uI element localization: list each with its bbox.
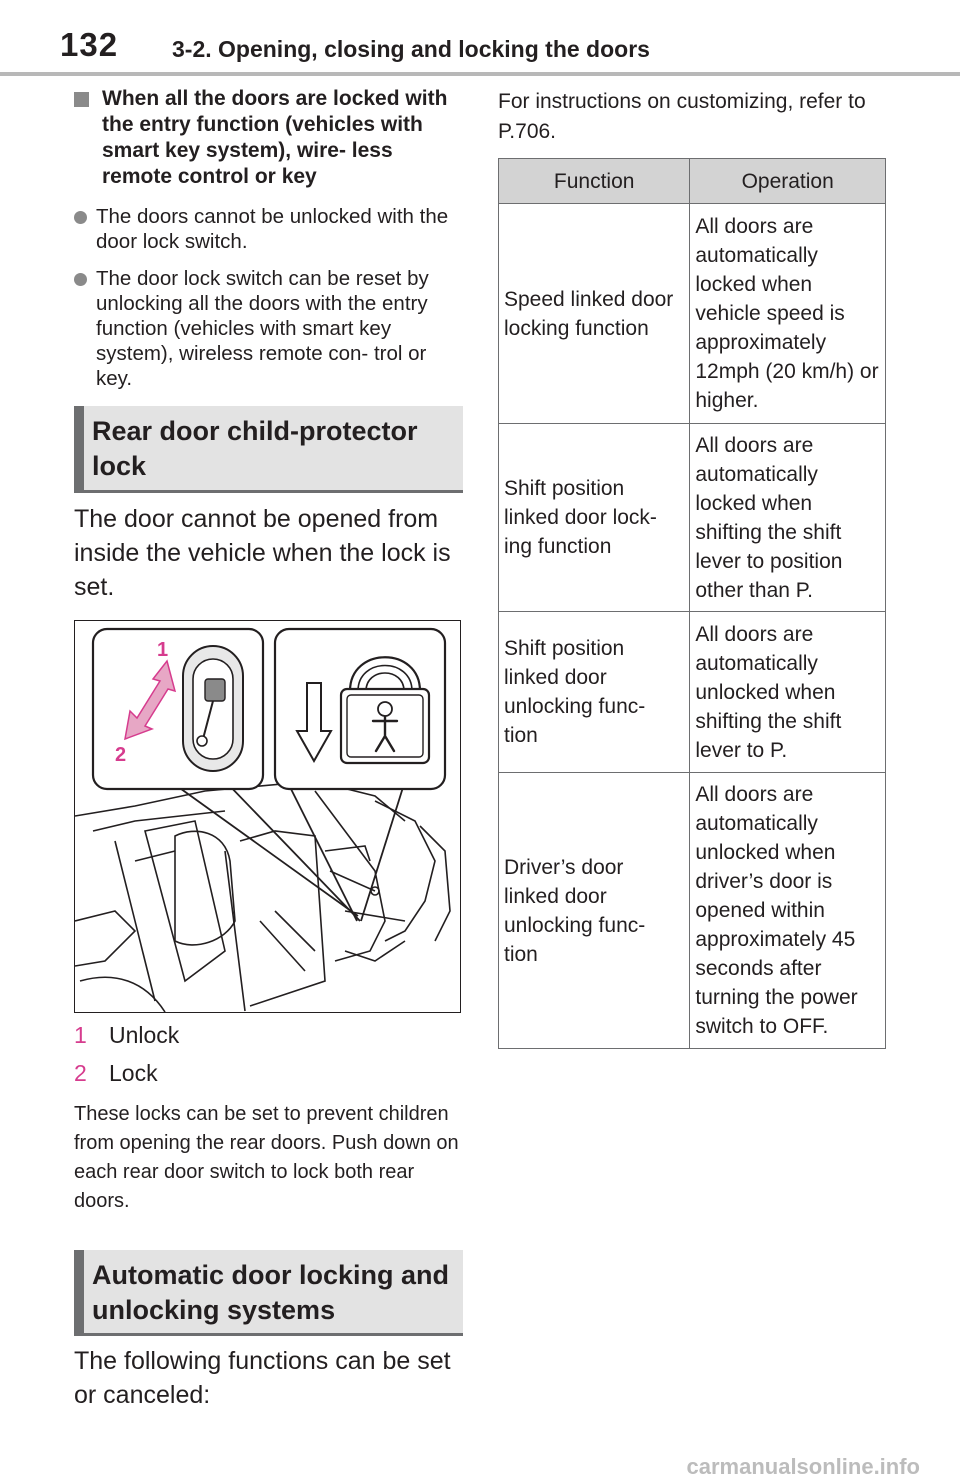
operation-cell: All doors are automatically unlocked when driver’s door is opened within approximately 45 seconds after turning the power switch to OFF. (690, 773, 886, 1049)
square-bullet-icon (74, 92, 89, 107)
function-cell: Shift position linked door lock- ing function (499, 424, 690, 612)
table-row (499, 424, 886, 612)
page-header (0, 0, 960, 78)
legend-number: 2 (74, 1060, 87, 1086)
figure-legend (74, 1016, 179, 1092)
note-heading (74, 86, 464, 190)
legend-item (74, 1016, 179, 1054)
table-header-row (499, 159, 886, 204)
note-bullets (74, 204, 464, 391)
circle-bullet-icon (74, 211, 87, 224)
section-heading-text: Automatic door locking and unlocking systems (92, 1260, 450, 1325)
list-item (74, 266, 464, 391)
customizing-reference: For instructions on customizing, refer to P.706. (498, 90, 866, 143)
legend-text: Unlock (109, 1022, 180, 1048)
operation-cell: All doors are automatically unlocked when shifting the shift lever to P. (690, 612, 886, 773)
section-heading-child-lock (74, 406, 463, 493)
operation-cell: All doors are automatically locked when vehicle speed is approximately 12mph (20 km/h) or higher. (690, 204, 886, 424)
table-row (499, 204, 886, 424)
legend-text: Lock (109, 1060, 158, 1086)
figure-label-2: 2 (115, 744, 127, 766)
legend-number: 1 (74, 1022, 87, 1048)
section-title: 3-2. Opening, closing and locking the doors (172, 36, 650, 62)
child-lock-icon (341, 657, 429, 763)
column-header-operation: Operation (690, 159, 886, 204)
function-cell: Speed linked door locking function (499, 204, 690, 424)
header-rule (0, 72, 960, 76)
child-lock-description: These locks can be set to prevent children from opening the rear doors. Push down on each rear door switch to lock both rear doors. (74, 1103, 459, 1212)
child-lock-intro: The door cannot be opened from inside the vehicle when the lock is set. (74, 505, 451, 601)
function-table (498, 158, 886, 1049)
watermark: carmanualsonline.info (686, 1454, 920, 1479)
table-row (499, 612, 886, 773)
legend-item (74, 1054, 179, 1092)
bullet-text: The doors cannot be unlocked with the door lock switch. (96, 205, 449, 253)
circle-bullet-icon (74, 273, 87, 286)
function-cell: Driver’s door linked door unlocking func- tion (499, 773, 690, 1049)
auto-lock-intro: The following functions can be set or canceled: (74, 1347, 451, 1409)
bullet-text: The door lock switch can be reset by unlocking all the doors with the entry function (vehicles with smart key system), wireless remote con- trol or key. (96, 267, 429, 390)
section-heading-text: Rear door child-protector lock (92, 416, 418, 481)
note-heading-text: When all the doors are locked with the entry function (vehicles with smart key system), wire- less remote control or key (102, 87, 448, 188)
list-item (74, 204, 464, 254)
function-cell: Shift position linked door unlocking func- tion (499, 612, 690, 773)
operation-cell: All doors are automatically locked when shifting the shift lever to position other than P. (690, 424, 886, 612)
child-lock-diagram (75, 621, 460, 1012)
figure-label-1: 1 (157, 639, 169, 661)
section-heading-auto-lock (74, 1250, 463, 1336)
table-row (499, 773, 886, 1049)
column-header-function: Function (499, 159, 690, 204)
note-block (74, 86, 464, 403)
page-number: 132 (60, 26, 119, 63)
child-lock-illustration (74, 620, 461, 1013)
